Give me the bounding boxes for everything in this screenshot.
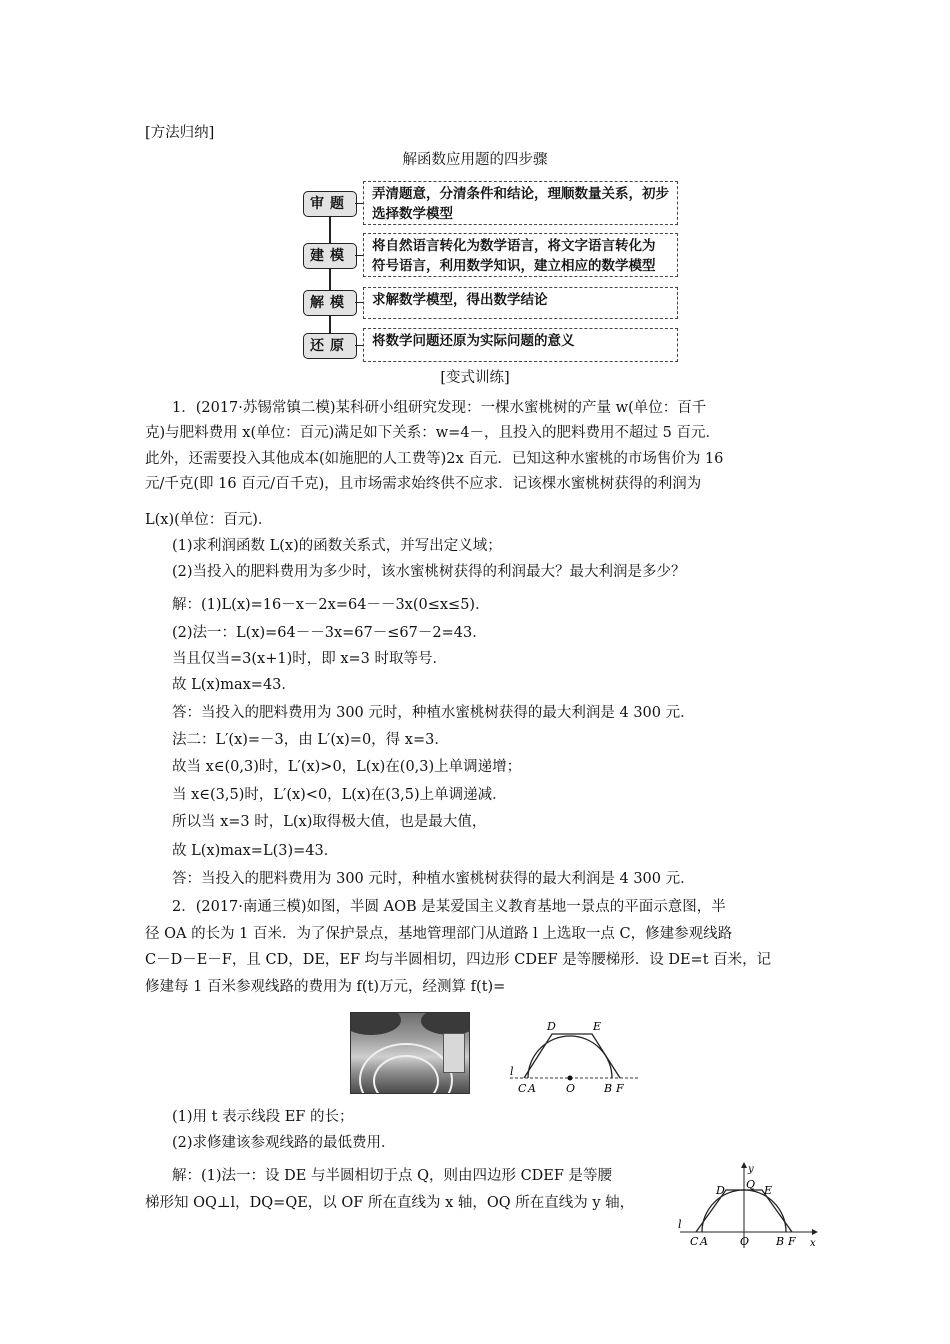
step-text: 选择数学模型 <box>372 206 453 222</box>
text-line: 当 x∈(3,5)时，L′(x)<0，L(x)在(3,5)上单调递减． <box>172 787 507 803</box>
y-axis-arrow <box>741 1162 747 1168</box>
scenic-photo <box>350 1012 470 1094</box>
text-line: 克)与肥料费用 x(单位：百元)满足如下关系：w=4－，且投入的肥料费用不超过 5 百元． <box>145 425 720 441</box>
x-axis-arrow <box>812 1229 818 1235</box>
coordinate-figure <box>672 1160 822 1252</box>
label-C: C <box>690 1235 699 1248</box>
text-line: C－D－E－F，且 CD，DE，EF 均与半圆相切，四边形 CDEF 是等腰梯形．设 DE=t 百米，记 <box>145 952 772 968</box>
step-label-model: 建模 <box>303 243 357 269</box>
text-line: 故 L(x)max=L(3)=43． <box>172 843 339 859</box>
flow-connector <box>329 215 331 335</box>
label-D: D <box>716 1184 725 1197</box>
step-text: 求解数学模型，得出数学结论 <box>372 292 548 308</box>
label-D: D <box>547 1020 556 1033</box>
label-l: l <box>678 1218 682 1231</box>
step-box-model <box>363 233 678 277</box>
label-y: y <box>748 1164 754 1175</box>
text-line: 梯形知 OQ⊥l，DQ=QE，以 OF 所在直线为 x 轴，OQ 所在直线为 y 轴， <box>145 1195 635 1211</box>
text-line: 所以当 x=3 时，L(x)取得极大值，也是最大值， <box>172 814 487 830</box>
practice-heading: [变式训练] <box>440 370 510 386</box>
step-label-solve: 解模 <box>303 290 357 316</box>
text-line: 当且仅当=3(x+1)时，即 x=3 时取等号． <box>172 651 448 667</box>
text-line: (2)当投入的肥料费用为多少时，该水蜜桃树获得的利润最大？最大利润是多少？ <box>172 564 686 580</box>
label-A: A <box>528 1082 536 1095</box>
method-heading: [方法归纳] <box>145 125 215 141</box>
text-line: 解：(1)法一：设 DE 与半圆相切于点 Q，则由四边形 CDEF 是等腰 <box>172 1168 613 1184</box>
label-E: E <box>764 1184 773 1197</box>
label-l: l <box>510 1065 514 1078</box>
text-line: 法二：L′(x)=－3，由 L′(x)=0，得 x=3． <box>172 732 449 748</box>
text-line: L(x)(单位：百元)． <box>145 512 273 528</box>
step-box-solve <box>363 287 678 319</box>
photo-monument <box>443 1033 465 1073</box>
text-line: 故当 x∈(0,3)时，L′(x)>0，L(x)在(0,3)上单调递增； <box>172 759 522 775</box>
label-B: B <box>776 1235 785 1248</box>
label-O: O <box>740 1235 750 1248</box>
step-text: 弄清题意，分清条件和结论，理顺数量关系，初步 <box>372 186 669 202</box>
step-text: 将数学问题还原为实际问题的意义 <box>372 333 575 349</box>
text-line: 元/千克(即 16 百元/百千克)，且市场需求始终供不应求．记该棵水蜜桃树获得的利润为 <box>145 476 702 492</box>
label-F: F <box>788 1235 796 1248</box>
label-A: A <box>700 1235 708 1248</box>
step-label-review: 审题 <box>303 191 357 217</box>
trapezoid-path <box>524 1034 620 1078</box>
text-line: 答：当投入的肥料费用为 300 元时，种植水蜜桃树获得的最大利润是 4 300 元． <box>172 705 695 721</box>
text-line: (1)求利润函数 L(x)的函数关系式，并写出定义域； <box>172 538 502 554</box>
text-line: 故 L(x)max=43． <box>172 677 296 693</box>
label-Q: Q <box>746 1178 756 1191</box>
trapezoid-figure <box>500 1000 650 1100</box>
text-line: 解：(1)L(x)=16－x－2x=64－－3x(0≤x≤5)． <box>172 597 490 613</box>
label-O: O <box>566 1082 576 1095</box>
photo-tree <box>350 1012 401 1035</box>
text-line: 答：当投入的肥料费用为 300 元时，种植水蜜桃树获得的最大利润是 4 300 元． <box>172 871 695 887</box>
semicircle <box>528 1036 612 1078</box>
step-text: 将自然语言转化为数学语言，将文字语言转化为 <box>372 238 656 254</box>
center-point <box>568 1076 573 1081</box>
label-B: B <box>604 1082 613 1095</box>
text-line: 修建每 1 百米参观线路的费用为 f(t)万元，经测算 f(t)= <box>145 979 506 995</box>
text-line: 2．(2017·南通三模)如图，半圆 AOB 是某爱国主义教育基地一景点的平面示意图，半 <box>172 899 726 915</box>
text-line: (2)求修建该参观线路的最低费用． <box>172 1135 396 1151</box>
step-link <box>355 345 363 346</box>
text-line: 1．(2017·苏锡常镇二模)某科研小组研究发现：一棵水蜜桃树的产量 w(单位：百千 <box>172 400 707 416</box>
steps-title: 解函数应用题的四步骤 <box>402 152 548 168</box>
label-E: E <box>593 1020 602 1033</box>
label-C: C <box>518 1082 527 1095</box>
photo-tree <box>421 1012 470 1035</box>
step-link <box>355 302 363 303</box>
step-label-restore: 还原 <box>303 333 357 359</box>
step-link <box>355 203 363 204</box>
label-F: F <box>616 1082 624 1095</box>
step-link <box>355 255 363 256</box>
text-line: 此外，还需要投入其他成本(如施肥的人工费等)2x 百元．已知这种水蜜桃的市场售价为 16 <box>145 451 724 467</box>
label-x: x <box>810 1238 816 1249</box>
step-box-review <box>363 181 678 225</box>
step-box-restore <box>363 328 678 362</box>
step-text: 符号语言，利用数学知识，建立相应的数学模型 <box>372 258 656 274</box>
text-line: (2)法一：L(x)=64－－3x=67－≤67－2=43． <box>172 625 487 641</box>
text-line: (1)用 t 表示线段 EF 的长； <box>172 1109 354 1125</box>
text-line: 径 OA 的长为 1 百米．为了保护景点，基地管理部门从道路 l 上选取一点 C，修建参观线路 <box>145 926 733 942</box>
